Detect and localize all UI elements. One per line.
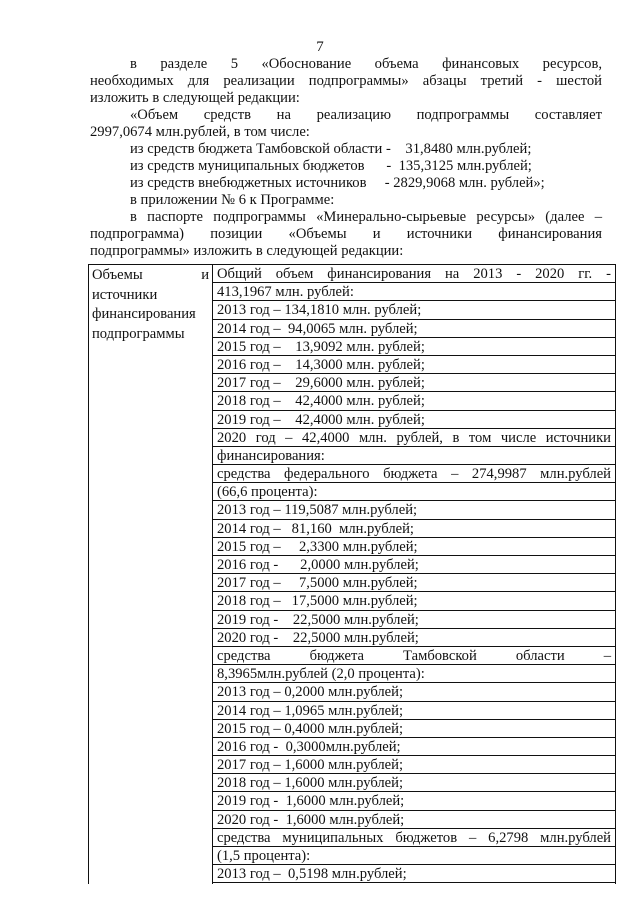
table-row: 2014 год – 81,160 млн.рублей; (213, 520, 615, 538)
paragraph-appendix6: в приложении № 6 к Программе: (130, 192, 335, 208)
table-row: 2013 год – 0,5198 млн.рублей; (213, 865, 615, 883)
table-row: 2019 год - 22,5000 млн.рублей; (213, 611, 615, 629)
table-left-header (89, 265, 213, 884)
table-row: 2017 год – 1,6000 млн.рублей; (213, 756, 615, 774)
paragraph-passport-line2: подпрограмма) позиции «Объемы и источники финансирования (90, 226, 602, 242)
table-row: 2013 год – 119,5087 млн.рублей; (213, 501, 615, 519)
header-line-3: финансирования (92, 306, 196, 322)
table-row: 2019 год – 42,4000 млн. рублей; (213, 411, 615, 429)
table-row: финансирования: (213, 447, 615, 465)
table-row: 2018 год – 17,5000 млн.рублей; (213, 592, 615, 610)
paragraph-passport-line3: подпрограммы» изложить в следующей редакции: (90, 243, 404, 259)
table-row: (66,6 процента): (213, 483, 615, 501)
table-row: 2013 год – 134,1810 млн. рублей; (213, 301, 615, 319)
table-row: 2015 год – 0,4000 млн.рублей; (213, 720, 615, 738)
funding-regional-budget: из средств бюджета Тамбовской области - 31,8480 млн.рублей; (130, 141, 532, 157)
paragraph-section5-line2: необходимых для реализации подпрограммы» абзацы третий - шестой (90, 73, 602, 89)
paragraph-volume-line2: 2997,0674 млн.рублей, в том числе: (90, 124, 310, 140)
funding-extrabudgetary: из средств внебюджетных источников - 2829,9068 млн. рублей»; (130, 175, 545, 191)
table-row: 2020 год - 1,6000 млн.рублей; (213, 811, 615, 829)
table-row: средства бюджета Тамбовской области – (213, 647, 615, 665)
paragraph-section5-line1: в разделе 5 «Обоснование объема финансовых ресурсов, (130, 56, 602, 72)
table-row: 2018 год – 1,6000 млн.рублей; (213, 774, 615, 792)
table-row: 2020 год – 42,4000 млн. рублей, в том числе источники (213, 429, 615, 447)
table-row: 2015 год – 2,3300 млн.рублей; (213, 538, 615, 556)
table-row: 2017 год – 29,6000 млн. рублей; (213, 374, 615, 392)
paragraph-volume-line1: «Объем средств на реализацию подпрограммы составляет (130, 107, 602, 123)
header-line-4: подпрограммы (92, 325, 185, 342)
paragraph-section5-line3: изложить в следующей редакции: (90, 90, 300, 106)
table-row: 2016 год - 2,0000 млн.рублей; (213, 556, 615, 574)
table-row: 2018 год – 42,4000 млн. рублей; (213, 392, 615, 410)
table-row: 2015 год – 13,9092 млн. рублей; (213, 338, 615, 356)
table-row: 8,3965млн.рублей (2,0 процента): (213, 665, 615, 683)
header-word-volumes: Объемы (92, 267, 143, 283)
table-row: 2013 год – 0,2000 млн.рублей; (213, 683, 615, 701)
table-row: (1,5 процента): (213, 847, 615, 865)
table-row: 413,1967 млн. рублей: (213, 283, 615, 301)
funding-municipal-budgets: из средств муниципальных бюджетов - 135,3125 млн.рублей; (130, 158, 532, 174)
financing-table (88, 264, 616, 884)
table-row: 2014 год – 1,0965 млн.рублей; (213, 702, 615, 720)
header-line-2: источники (92, 286, 158, 303)
document-body (90, 56, 602, 260)
table-row: средства федерального бюджета – 274,9987 млн.рублей (213, 465, 615, 483)
table-row: 2020 год - 22,5000 млн.рублей; (213, 629, 615, 647)
table-row: 2017 год – 7,5000 млн.рублей; (213, 574, 615, 592)
table-row: 2014 год – 94,0065 млн. рублей; (213, 320, 615, 338)
table-row: 2019 год - 1,6000 млн.рублей; (213, 792, 615, 810)
table-row: Общий объем финансирования на 2013 - 2020 гг. - (213, 265, 615, 283)
table-row: 2016 год – 14,3000 млн. рублей; (213, 356, 615, 374)
paragraph-passport-line1: в паспорте подпрограммы «Минерально-сырьевые ресурсы» (далее – (130, 209, 602, 225)
header-line-1 (92, 266, 209, 286)
table-row: 2016 год - 0,3000млн.рублей; (213, 738, 615, 756)
table-right-content (213, 265, 615, 884)
table-row: средства муниципальных бюджетов – 6,2798 млн.рублей (213, 829, 615, 847)
page-number: 7 (316, 39, 324, 55)
header-word-and: и (201, 267, 209, 283)
